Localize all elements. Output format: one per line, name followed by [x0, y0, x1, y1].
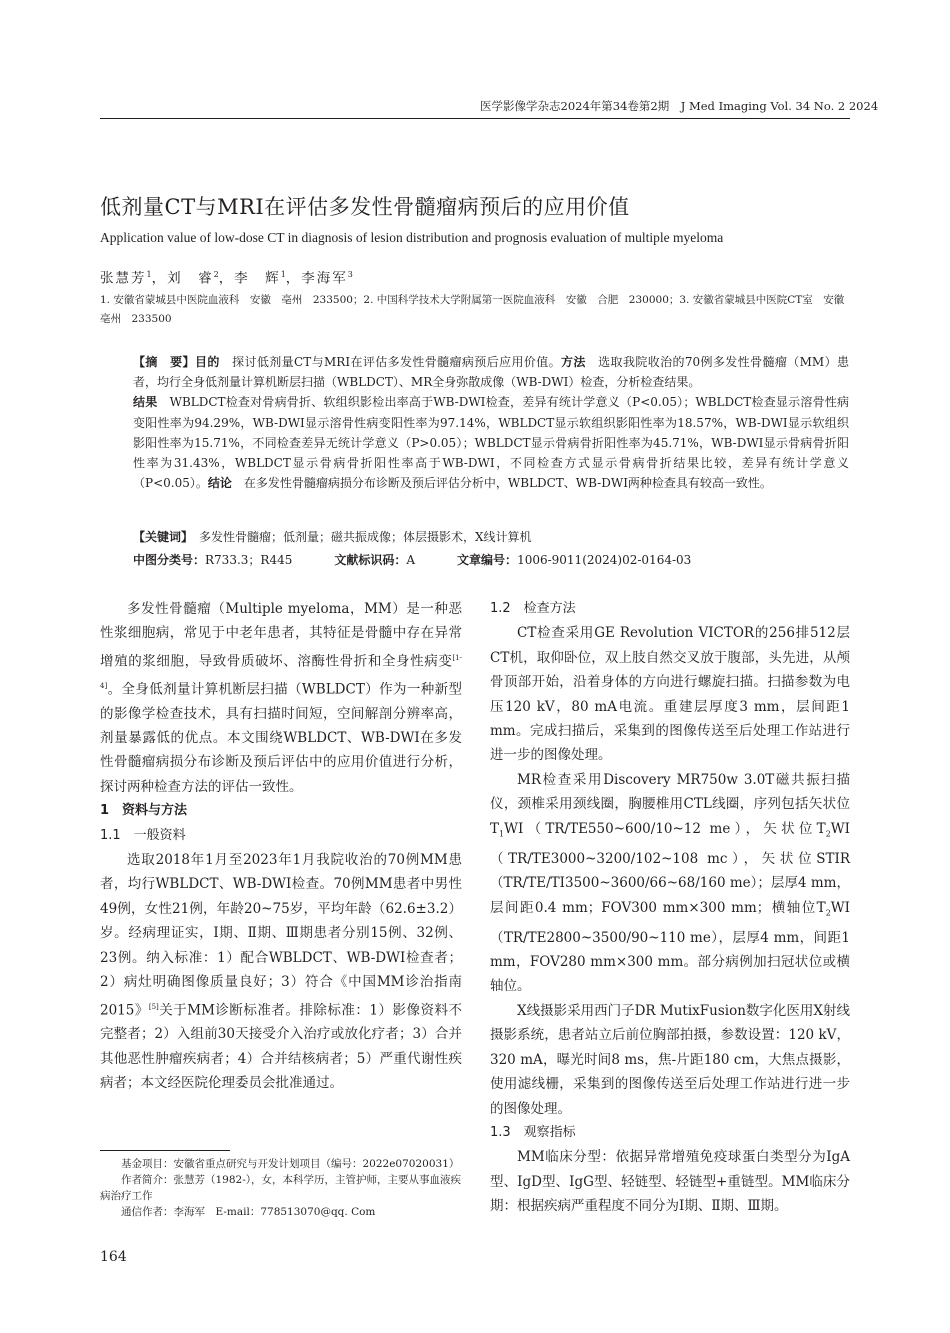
keywords	[133, 527, 849, 547]
subsection-heading: 1.1 一般资料	[100, 827, 186, 843]
right-column	[490, 597, 850, 1219]
subscript: 2	[825, 908, 831, 918]
author-affiliation-mark: 2	[213, 270, 219, 279]
author-affiliation-mark: 1	[280, 270, 286, 279]
author-name: ，李 辉	[218, 270, 281, 287]
author-name: 张慧芳	[100, 270, 147, 287]
general-data-paragraph	[100, 848, 462, 1096]
method-text: 选取我院收治的70例多发性骨髓瘤（MM）患者，均行全身低剂量计算机断层扫描（WBLDCT）、MR全身弥散成像（WB-DWI）检查，分析检查结果。	[133, 355, 849, 390]
observation-paragraph: MM临床分型：依据异常增殖免疫球蛋白类型分为IgA型、IgD型、IgG型、轻链型、轻链型+重链型。MM临床分期：根据疾病严重程度不同分为Ⅰ期、Ⅱ期、Ⅲ期。	[490, 1149, 850, 1215]
objective-label: 目的	[194, 355, 220, 369]
result-label: 结果	[133, 395, 158, 410]
contact-footnote: 通信作者：李海军 E-mail：778513070@qq. Com	[121, 1206, 376, 1218]
page-number: 164	[100, 1249, 127, 1265]
article-number-label: 文章编号：	[457, 553, 518, 567]
affiliations: 1. 安徽省蒙城县中医院血液科 安徽 亳州 233500；2. 中国科学技术大学附属第一医院血液科 安徽 合肥 230000；3. 安徽省蒙城县中医院CT室 安徽 亳州 233500	[100, 294, 855, 325]
header-rule	[100, 118, 850, 119]
left-column	[100, 597, 462, 1096]
objective-text: 探讨低剂量CT与MRI在评估多发性骨髓瘤病预后应用价值。	[219, 355, 561, 369]
xray-paragraph: X线摄影采用西门子DR MutixFusion数字化医用X射线摄影系统，患者站立后前位胸部拍摄，参数设置：120 kV，320 mA，曝光时间8 ms，焦-片距180 cm，大焦点摄影，使用滤线栅，采集到的图像传送至后处理工作站进行进一步的图像处理。	[490, 1002, 851, 1117]
title-english: Application value of low-dose CT in diagnosis of lesion distribution and prognosis evaluation of multiple myeloma	[100, 230, 724, 245]
clc-value: R733.3；R445	[205, 553, 293, 567]
ct-paragraph: CT检查采用GE Revolution VICTOR的256排512层CT机，取仰卧位，双上肢自然交叉放于腹部，头先进，从颅骨顶部开始，沿着身体的方向进行螺旋扫描。扫描参数为电压120 kV，80 mA电流。重建层厚度3 mm，层间距1 mm。完成扫描后，采集到的图像传送至后处理工作站进行进一步的图像处理。	[490, 625, 850, 764]
abstract-label: 【摘 要】	[133, 355, 195, 369]
conclusion-text: 在多发性骨髓瘤病损分布诊断及预后评估分析中，WBLDCT、WB-DWI两种检查具有较高一致性。	[231, 476, 772, 491]
classification-line	[133, 550, 849, 570]
intro-text: 多发性骨髓瘤（Multiple myeloma，MM）是一种恶性浆细胞病，常见于中老年患者，其特征是骨髓中存在异常增殖的浆细胞，导致骨质破坏、溶酶性骨折和全身性病变	[100, 601, 462, 670]
journal-header: 医学影像学杂志2024年第34卷第2期 J Med Imaging Vol. 34 No. 2 2024	[480, 99, 879, 113]
footnotes	[100, 1156, 462, 1220]
author-name: ，李海军	[285, 270, 348, 287]
article-number-value: 1006-9011(2024)02-0164-03	[517, 553, 692, 567]
author-name: ，刘 睿	[151, 270, 214, 287]
abstract	[133, 352, 849, 493]
intro-paragraph	[100, 597, 462, 799]
conclusion-label: 结论	[207, 476, 232, 491]
author-list	[100, 265, 353, 289]
mr-paragraph	[490, 768, 850, 999]
doc-code-value: A	[406, 553, 416, 567]
author-footnote: 作者简介：张慧芳（1982-），女，本科学历，主管护师，主要从事血液疾病治疗工作	[100, 1174, 462, 1202]
clc-label: 中图分类号：	[133, 553, 206, 567]
mr-text: WI（TR/TE550~600/10~12 me），矢状位T	[504, 820, 826, 837]
subscript: 2	[825, 829, 831, 839]
mr-text: WI（TR/TE2800~3500/90~110 me），层厚4 mm，间距1 mm，FOV280 mm×300 mm。部分病例加扫冠状位或横轴位。	[490, 899, 850, 995]
mr-text: MR检查采用Discovery MR750w 3.0T磁共振扫描仪，颈椎采用颈线圈，胸腰椎用CTL线圈，序列包括矢状位T	[490, 771, 850, 837]
citation: [5]	[148, 1002, 159, 1011]
subsection-heading: 1.3 观察指标	[490, 1124, 576, 1140]
title-chinese: 低剂量CT与MRI在评估多发性骨髓瘤病预后的应用价值	[100, 195, 630, 219]
citation: [1-4]	[100, 653, 462, 690]
general-text-cont: 关于MM诊断标准者。排除标准：1）影像资料不完整者；2）入组前30天接受介入治疗或放化疗者；3）合并其他恶性肿瘤疾病者；4）合并结核病者；5）严重代谢性疾病者；本文经医院伦理委员会批准通过。	[100, 1002, 462, 1092]
fund-footnote: 基金项目：安徽省重点研究与开发计划项目（编号：2022e07020031）	[121, 1158, 460, 1170]
keywords-text: 多发性骨髓瘤；低剂量；磁共振成像；体层摄影术，X线计算机	[187, 530, 532, 544]
doc-code-label: 文献标识码：	[334, 553, 407, 567]
footnote-rule	[100, 1150, 230, 1151]
author-affiliation-mark: 1	[146, 270, 152, 279]
general-text: 选取2018年1月至2023年1月我院收治的70例MM患者，均行WBLDCT、WB-DWI检查。70例MM患者中男性49例，女性21例，年龄20~75岁，平均年龄（62.6±3.2）岁。经病理证实，Ⅰ期、Ⅱ期、Ⅲ期患者分别15例、32例、23例。纳入标准：1）配合WBLDCT、WB-DWI检查者；2）病灶明确图像质量良好；3）符合《中国MM诊治指南2015》	[100, 852, 462, 1018]
intro-text-cont: 。全身低剂量计算机断层扫描（WBLDCT）作为一种新型的影像学检查技术，具有扫描时间短，空间解剖分辨率高，剂量暴露低的优点。本文围绕WBLDCT、WB-DWI在多发性骨髓瘤病损分布诊断及预后评估中的应用价值进行分析，探讨两种检查方法的评估一致性。	[100, 681, 462, 795]
mr-text: WI（TR/TE3000~3200/102~108 mc），矢状位STIR（TR/TE/TI3500~3600/66~68/160 me）；层厚4 mm，层间距0.4 mm；FOV300 mm×300 mm；横轴位T	[490, 820, 850, 916]
method-label: 方法	[561, 355, 586, 369]
keywords-label: 【关键词】	[133, 530, 188, 544]
section-heading: 1 资料与方法	[100, 803, 188, 819]
subscript: 1	[499, 829, 505, 839]
subsection-heading: 1.2 检查方法	[490, 601, 576, 616]
result-text: WBLDCT检查对骨病骨折、软组织影检出率高于WB-DWI检查，差异有统计学意义（P<0.05）；WBLDCT检查显示溶骨性病变阳性率为94.29%，WB-DWI显示溶骨性病变阳性率为97.14%，WBLDCT显示软组织影阳性率为18.57%，WB-DWI显示软组织影阳性率为15.71%，不同检查差异无统计学意义（P>0.05）；WBLDCT显示骨病骨折阳性率为45.71%，WB-DWI显示骨病骨折阳性率为31.43%，WBLDCT显示骨病骨折阳性率高于WB-DWI，不同检查方式显示骨病骨折结果比较，差异有统计学意义（P<0.05）。	[133, 395, 849, 491]
author-affiliation-mark: 3	[347, 270, 353, 279]
